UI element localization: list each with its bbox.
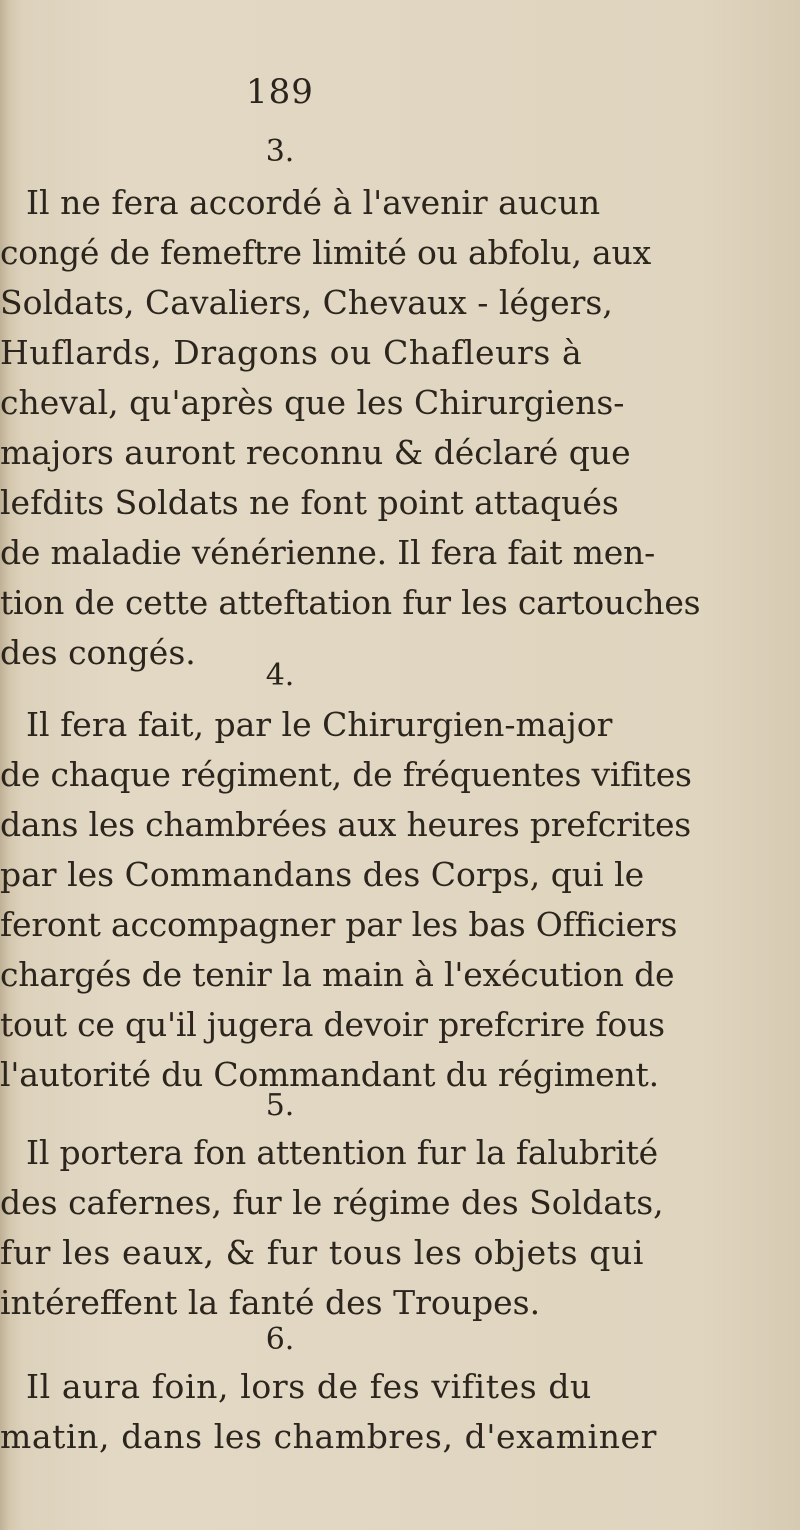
- paragraph-section-6: [0, 1362, 760, 1462]
- text-line: tout ce qu'il jugera devoir prefcrire fous: [0, 1005, 665, 1044]
- text-line: cheval, qu'après que les Chirurgiens-: [0, 383, 625, 422]
- text-line: lefdits Soldats ne font point attaqués: [0, 483, 619, 522]
- text-line: majors auront reconnu & déclaré que: [0, 433, 631, 472]
- text-line: matin, dans les chambres, d'examiner: [0, 1417, 658, 1456]
- text-line: de chaque régiment, de fréquentes vifites: [0, 755, 692, 794]
- section-number-6: 6.: [265, 1322, 295, 1357]
- section-number-4: 4.: [265, 658, 295, 693]
- section-number-5: 5.: [265, 1088, 295, 1123]
- text-line: chargés de tenir la main à l'exécution de: [0, 955, 675, 994]
- paragraph-section-4: [0, 700, 760, 1100]
- paragraph-section-5: [0, 1128, 760, 1328]
- text-line: Il portera fon attention fur la falubrité: [26, 1133, 658, 1172]
- text-line: Il ne fera accordé à l'avenir aucun: [26, 183, 601, 222]
- text-line: des congés.: [0, 633, 196, 672]
- text-line: des cafernes, fur le régime des Soldats,: [0, 1183, 664, 1222]
- text-line: par les Commandans des Corps, qui le: [0, 855, 645, 894]
- text-line: dans les chambrées aux heures prefcrites: [0, 805, 692, 844]
- text-line: feront accompagner par les bas Officiers: [0, 905, 678, 944]
- section-number-3: 3.: [265, 134, 295, 169]
- text-line: congé de femeftre limité ou abfolu, aux: [0, 233, 651, 272]
- page-number: 189: [246, 72, 314, 112]
- text-line: Huflards, Dragons ou Chafleurs à: [0, 333, 583, 372]
- text-line: de maladie vénérienne. Il fera fait men-: [0, 533, 656, 572]
- paragraph-section-3: [0, 178, 760, 678]
- text-line: fur les eaux, & fur tous les objets qui: [0, 1233, 644, 1272]
- text-line: tion de cette atteftation fur les cartouches: [0, 583, 701, 622]
- text-line: l'autorité du Commandant du régiment.: [0, 1055, 659, 1094]
- text-line: intéreffent la fanté des Troupes.: [0, 1283, 541, 1322]
- text-line: Il fera fait, par le Chirurgien-major: [26, 705, 613, 744]
- text-line: Il aura foin, lors de fes vifites du: [26, 1367, 592, 1406]
- text-line: Soldats, Cavaliers, Chevaux - légers,: [0, 283, 613, 322]
